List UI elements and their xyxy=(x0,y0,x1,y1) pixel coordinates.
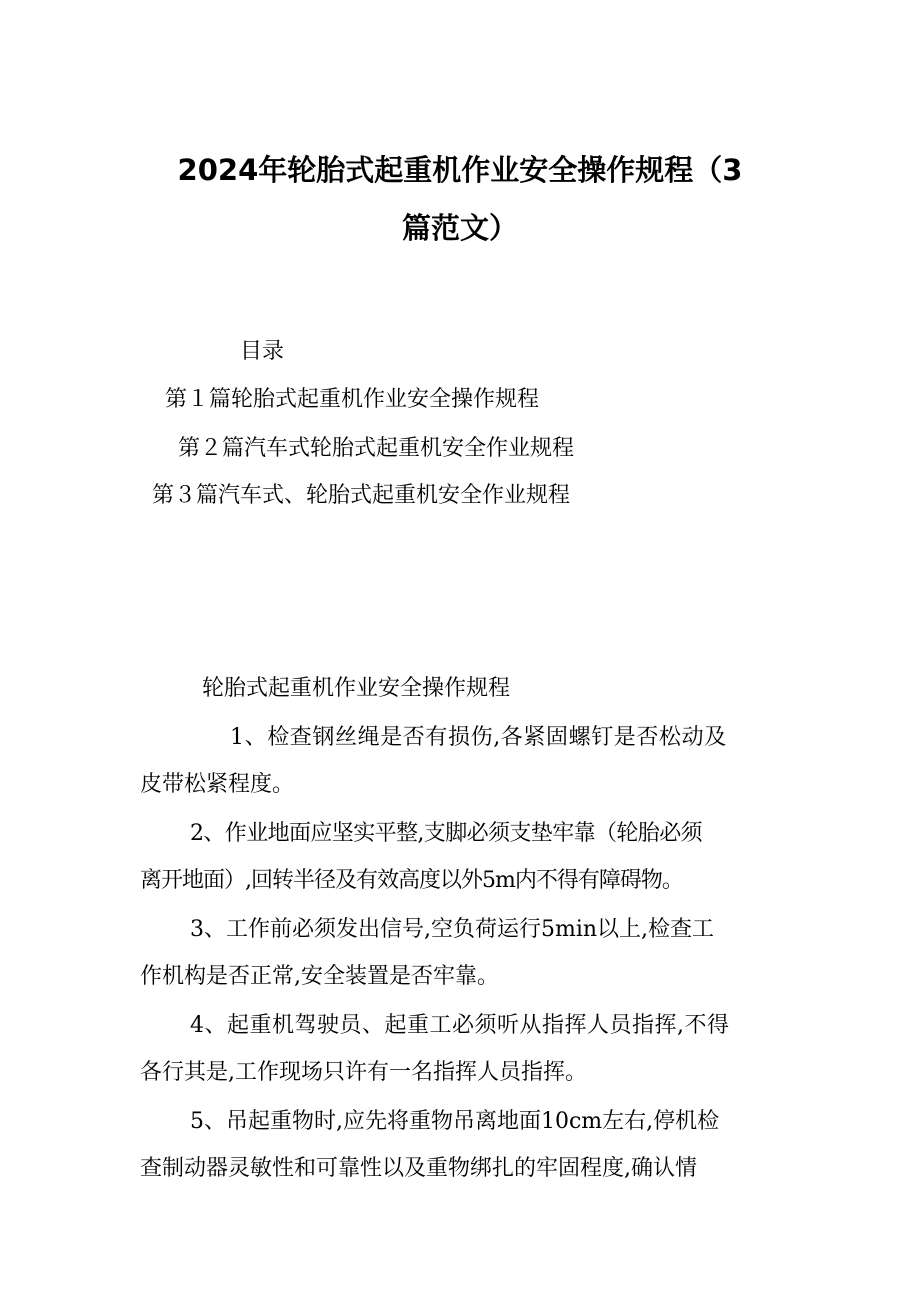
section-heading: 轮胎式起重机作业安全操作规程 xyxy=(202,676,511,701)
paragraph-line: 4、起重机驾驶员、起重工必须听从指挥人员指挥,不得 xyxy=(190,1013,730,1038)
title-line-2: 篇范文） xyxy=(401,211,518,245)
toc-item[interactable]: 第３篇汽车式、轮胎式起重机安全作业规程 xyxy=(152,483,571,508)
toc-item[interactable]: 第２篇汽车式轮胎式起重机安全作业规程 xyxy=(178,436,575,461)
paragraph-line: 各行其是,工作现场只许有一名指挥人员指挥。 xyxy=(140,1060,587,1085)
toc-item[interactable]: 第１篇轮胎式起重机作业安全操作规程 xyxy=(165,387,540,412)
paragraph-line: 1、检查钢丝绳是否有损伤,各紧固螺钉是否松动及 xyxy=(230,725,727,750)
paragraph-line: 3、工作前必须发出信号,空负荷运行5min以上,检查工 xyxy=(190,917,715,942)
toc-heading: 目录 xyxy=(240,339,285,364)
paragraph-line: 5、吊起重物时,应先将重物吊离地面10cm左右,停机检 xyxy=(190,1109,720,1134)
paragraph-line: 皮带松紧程度。 xyxy=(140,772,295,797)
paragraph-line: 离开地面）,回转半径及有效高度以外5m内不得有障碍物。 xyxy=(140,868,683,893)
title-line-1: 2024年轮胎式起重机作业安全操作规程（3 xyxy=(177,153,743,187)
paragraph-line: 2、作业地面应坚实平整,支脚必须支垫牢靠（轮胎必须 xyxy=(190,821,702,846)
paragraph-line: 作机构是否正常,安全装置是否牢靠。 xyxy=(140,964,499,989)
paragraph-line: 查制动器灵敏性和可靠性以及重物绑扎的牢固程度,确认情 xyxy=(140,1156,697,1181)
